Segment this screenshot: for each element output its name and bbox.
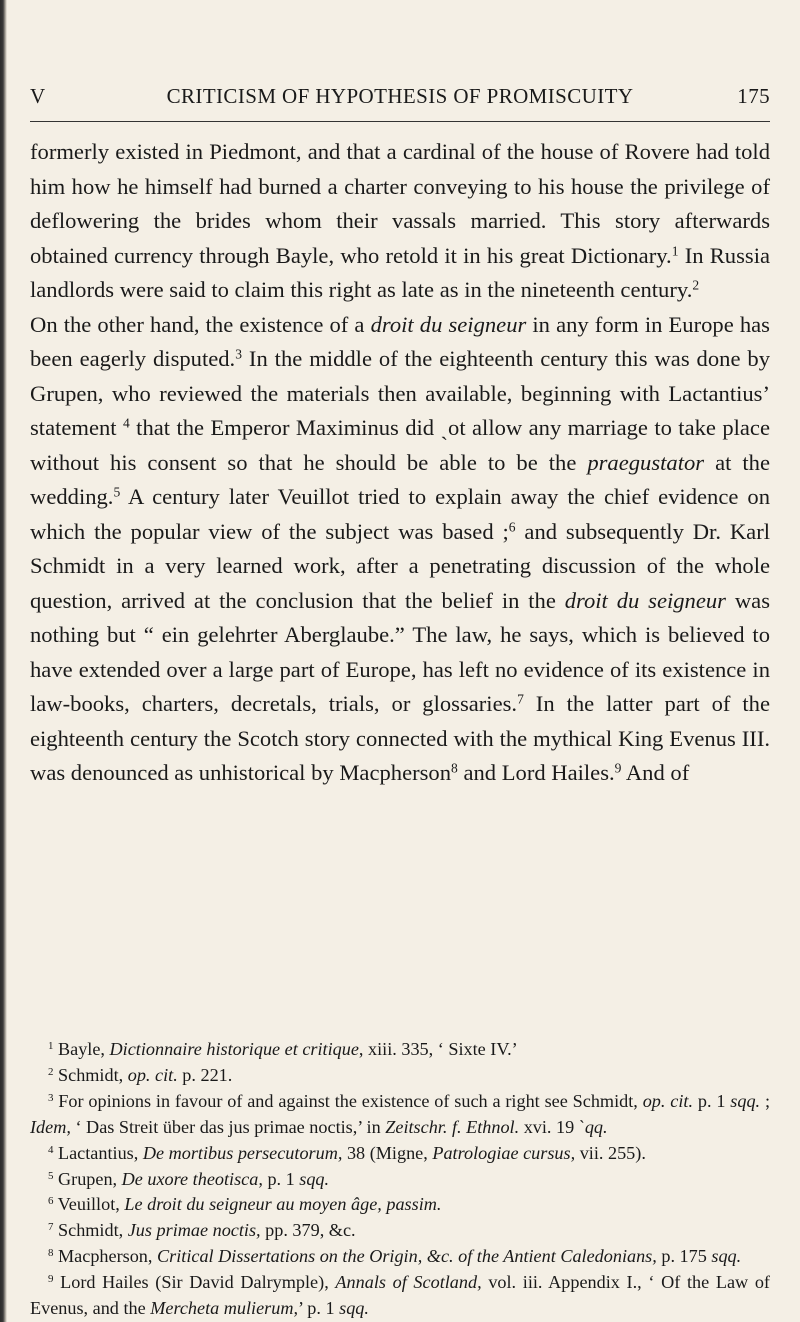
italic-title: sqq. xyxy=(711,1246,742,1267)
text-run: ‘ Das Streit über das jus primae noctis,’ in xyxy=(70,1116,386,1137)
text-run: Schmidt, xyxy=(53,1220,128,1241)
text-run: pp. 379, &c. xyxy=(260,1220,356,1241)
text-run: Schmidt, xyxy=(53,1064,128,1085)
italic-title: ˋqq. xyxy=(578,1116,608,1137)
text-run: p. 175 xyxy=(656,1246,712,1267)
italic-title: sqq. xyxy=(339,1298,369,1319)
footnote-3 xyxy=(30,1089,770,1141)
italic-title: Annals of Scotland, xyxy=(335,1272,482,1293)
italic-title: op. cit. xyxy=(127,1064,178,1085)
text-run: Lactantius, xyxy=(53,1142,143,1163)
text-run: Macpherson, xyxy=(53,1246,157,1267)
text-run: was nothing but “ ein gelehrter Aberglaube.” The law, he says, which is believed to have extended over a large part of Europe, has left no evidence of its existence in law-books, charters, decretals, trials, or glossaries. xyxy=(30,587,770,716)
italic-term: droit du seigneur xyxy=(564,587,726,613)
text-run: Veuillot, xyxy=(53,1194,125,1215)
text-run: and subsequently Dr. Karl Schmidt in a very learned work, after a penetrating discussion of the whole question, arrived at the conclusion that the belief in the xyxy=(30,518,770,613)
paragraph-1 xyxy=(30,135,770,308)
text-run: in any form in Europe has been eagerly disputed. xyxy=(30,311,770,371)
header-rule xyxy=(30,121,770,122)
footnote-ref: 6 xyxy=(508,519,516,535)
footnote-ref: 7 xyxy=(517,691,524,707)
footnote-ref: 9 xyxy=(614,760,622,776)
footnote-ref: 8 xyxy=(451,760,458,776)
text-run: at the wedding. xyxy=(30,449,770,509)
text-run: In Russia landlords were said to claim this right as late as in the nineteenth century. xyxy=(30,242,770,302)
italic-title: Critical Dissertations on the Origin, &c. of the Antient Caledonians, xyxy=(157,1246,657,1267)
footnote-5 xyxy=(30,1167,770,1193)
italic-title: Mercheta mulierum, xyxy=(150,1298,299,1319)
body-text xyxy=(30,135,770,791)
italic-title: Le droit du seigneur au moyen âge, passim. xyxy=(124,1194,442,1215)
footnote-2 xyxy=(30,1063,770,1089)
text-run: p. 221. xyxy=(177,1064,233,1085)
italic-title: sqq. xyxy=(299,1168,330,1189)
footnote-number: 1 xyxy=(48,1040,54,1052)
footnote-1 xyxy=(30,1037,770,1063)
italic-title: op. cit. xyxy=(642,1090,693,1111)
text-run: and Lord Hailes. xyxy=(457,760,615,785)
footnote-number: 5 xyxy=(48,1169,54,1182)
footnote-ref: 4 xyxy=(122,415,130,431)
text-run: For opinions in favour of and against the existence of such a right see Schmidt, xyxy=(53,1090,643,1111)
text-run: Grupen, xyxy=(53,1168,122,1189)
scan-binding-edge xyxy=(0,0,7,1322)
chapter-number: V xyxy=(30,84,46,108)
italic-title: Jus primae noctis, xyxy=(127,1220,261,1241)
text-run: , xiii. 335, ‘ Sixte IV.’ xyxy=(358,1039,518,1059)
footnotes xyxy=(30,1037,770,1322)
italic-title: Patrologiae cursus, xyxy=(432,1142,576,1163)
text-run: A century later Veuillot tried to explain away the chief evidence on which the popular view of the subject was based ; xyxy=(30,484,770,544)
running-header xyxy=(30,78,770,118)
text-run: ; xyxy=(760,1090,770,1111)
italic-title: De uxore theotisca, xyxy=(121,1168,263,1189)
footnote-number: 4 xyxy=(48,1143,54,1156)
text-run: xvi. 19 xyxy=(519,1116,579,1137)
text-run: ’ p. 1 xyxy=(298,1298,340,1319)
footnote-ref: 3 xyxy=(235,346,242,362)
text-run: In the middle of the eighteenth century this was done by Grupen, who reviewed the materials then available, beginning with Lactantius’ statement xyxy=(30,346,770,440)
italic-title: Idem, xyxy=(30,1116,71,1137)
text-run: p. 1 xyxy=(693,1090,731,1111)
text-run: Bayle, xyxy=(53,1039,110,1059)
text-run: vii. 255). xyxy=(575,1142,646,1163)
text-run: that the Emperor Maximinus did ˎot allow any marriage to take place without his consent so that he should be able to be the xyxy=(30,415,770,475)
footnote-number: 3 xyxy=(48,1091,54,1104)
footnote-ref: 5 xyxy=(113,484,121,500)
italic-title: De mortibus persecutorum, xyxy=(142,1142,343,1163)
text-run: Lord Hailes (Sir David Dalrymple), xyxy=(53,1272,336,1293)
text-run: In the latter part of the eighteenth century the Scotch story connected with the mythical King Evenus III. was denounced as unhistorical by Macpherson xyxy=(30,691,770,785)
footnote-number: 6 xyxy=(48,1195,54,1208)
footnote-ref: 1 xyxy=(671,243,679,259)
footnote-ref: 2 xyxy=(692,277,700,293)
footnote-6 xyxy=(30,1192,770,1218)
text-run: vol. iii. Appendix I., ‘ Of the Law of Evenus, and the xyxy=(30,1272,770,1319)
italic-title: sqq. xyxy=(730,1090,761,1111)
running-title: CRITICISM OF HYPOTHESIS OF PROMISCUITY xyxy=(166,84,634,108)
footnote-number: 9 xyxy=(48,1273,54,1286)
text-run: formerly existed in Piedmont, and that a cardinal of the house of Rovere had told him how he himself had burned a charter conveying to his house the privilege of deflowering the brides whom their vassals married. This story afterwards obtained currency through Bayle, who retold it in his great Dictionary. xyxy=(30,139,770,268)
italic-title: Dictionnaire historique et critique xyxy=(109,1039,359,1059)
footnote-number: 2 xyxy=(48,1065,54,1078)
text-run: And of xyxy=(621,760,690,785)
footnote-8 xyxy=(30,1244,770,1270)
italic-title: Zeitschr. f. Ethnol. xyxy=(385,1116,520,1137)
footnote-number: 7 xyxy=(48,1221,54,1234)
text-run: 38 (Migne, xyxy=(342,1142,433,1163)
footnote-4 xyxy=(30,1141,770,1167)
footnote-7 xyxy=(30,1218,770,1244)
italic-term: droit du seigneur xyxy=(370,311,527,337)
text-run: p. 1 xyxy=(262,1168,300,1189)
footnote-9 xyxy=(30,1270,770,1322)
footnote-number: 8 xyxy=(48,1247,54,1260)
paragraph-2 xyxy=(30,308,770,791)
page-number: 175 xyxy=(737,84,770,108)
text-run: On the other hand, the existence of a xyxy=(30,311,371,337)
italic-term: praegustator xyxy=(587,449,705,475)
